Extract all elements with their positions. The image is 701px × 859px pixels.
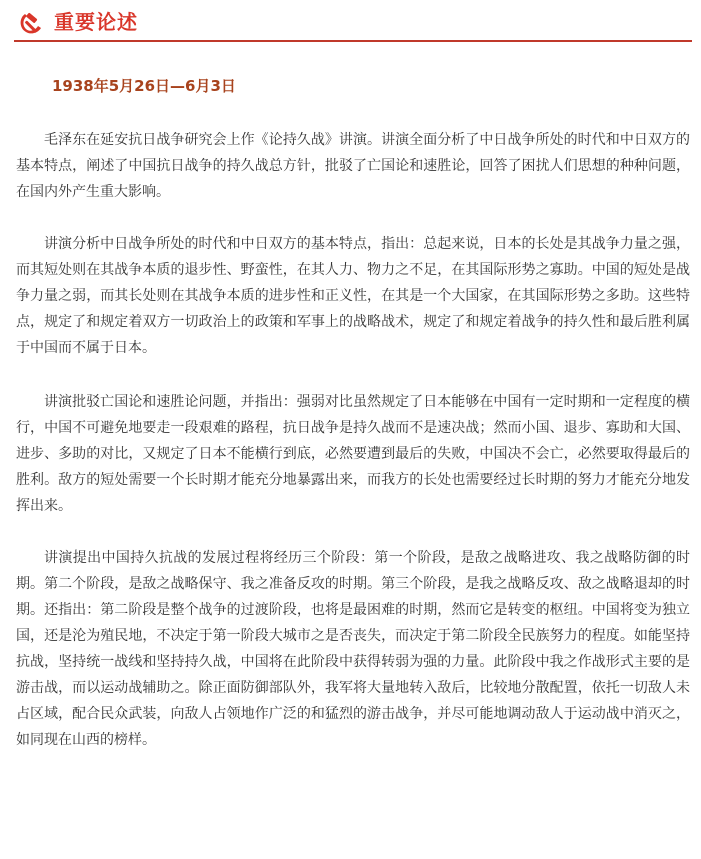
paragraph: 讲演提出中国持久抗战的发展过程将经历三个阶段：第一个阶段，是敌之战略进攻、我之战略防御的时期。第二个阶段，是敌之战略保守、我之准备反攻的时期。第三个阶段，是我之战略反攻、敌之战略退却的时期。还指出：第二阶段是整个战争的过渡阶段，也将是最困难的时期，然而它是转变的枢纽。中国将变为独立国，还是沦为殖民地，不决定于第一阶段大城市之是否丧失，而决定于第二阶段全民族努力的程度。如能坚持抗战，坚持统一战线和坚持持久战，中国将在此阶段中获得转弱为强的力量。此阶段中我之作战形式主要的是游击战，而以运动战辅助之。除正面防御部队外，我军将大量地转入敌后，比较地分散配置，依托一切敌人未占区域，配合民众武装，向敌人占领地作广泛的和猛烈的游击战争，并尽可能地调动敌人于运动战中消灭之，如同现在山西的榜样。 xyxy=(16,550,690,748)
hammer-sickle-icon xyxy=(16,10,44,36)
header-title: 重要论述 xyxy=(54,10,138,34)
paragraph: 讲演分析中日战争所处的时代和中日双方的基本特点，指出：总起来说，日本的长处是其战争力量之强，而其短处则在其战争本质的退步性、野蛮性，在其人力、物力之不足，在其国际形势之寡助。中国的短处是战争力量之弱，而其长处则在其战争本质的进步性和正义性，在其是一个大国家，在其国际形势之多助。这些特点，规定了和规定着双方一切政治上的政策和军事上的战略战术，规定了和规定着战争的持久性和最后胜利属于中国而不属于日本。 xyxy=(16,236,690,356)
paragraph: 毛泽东在延安抗日战争研究会上作《论持久战》讲演。讲演全面分析了中日战争所处的时代和中日双方的基本特点，阐述了中国抗日战争的持久战总方针，批驳了亡国论和速胜论，回答了困扰人们思想的种种问题，在国内外产生重大影响。 xyxy=(16,132,690,200)
paragraph: 讲演批驳亡国论和速胜论问题，并指出：强弱对比虽然规定了日本能够在中国有一定时期和一定程度的横行，中国不可避免地要走一段艰难的路程，抗日战争是持久战而不是速决战；然而小国、退步、寡助和大国、进步、多助的对比，又规定了日本不能横行到底，必然要遭到最后的失败，中国决不会亡，必然要取得最后的胜利。敌方的短处需要一个长时期才能充分地暴露出来，而我方的长处也需要经过长时期的努力才能充分地发挥出来。 xyxy=(16,394,690,514)
article-date: 1938年5月26日—6月3日 xyxy=(52,77,236,95)
section-header xyxy=(14,6,692,42)
article-body xyxy=(16,127,690,753)
